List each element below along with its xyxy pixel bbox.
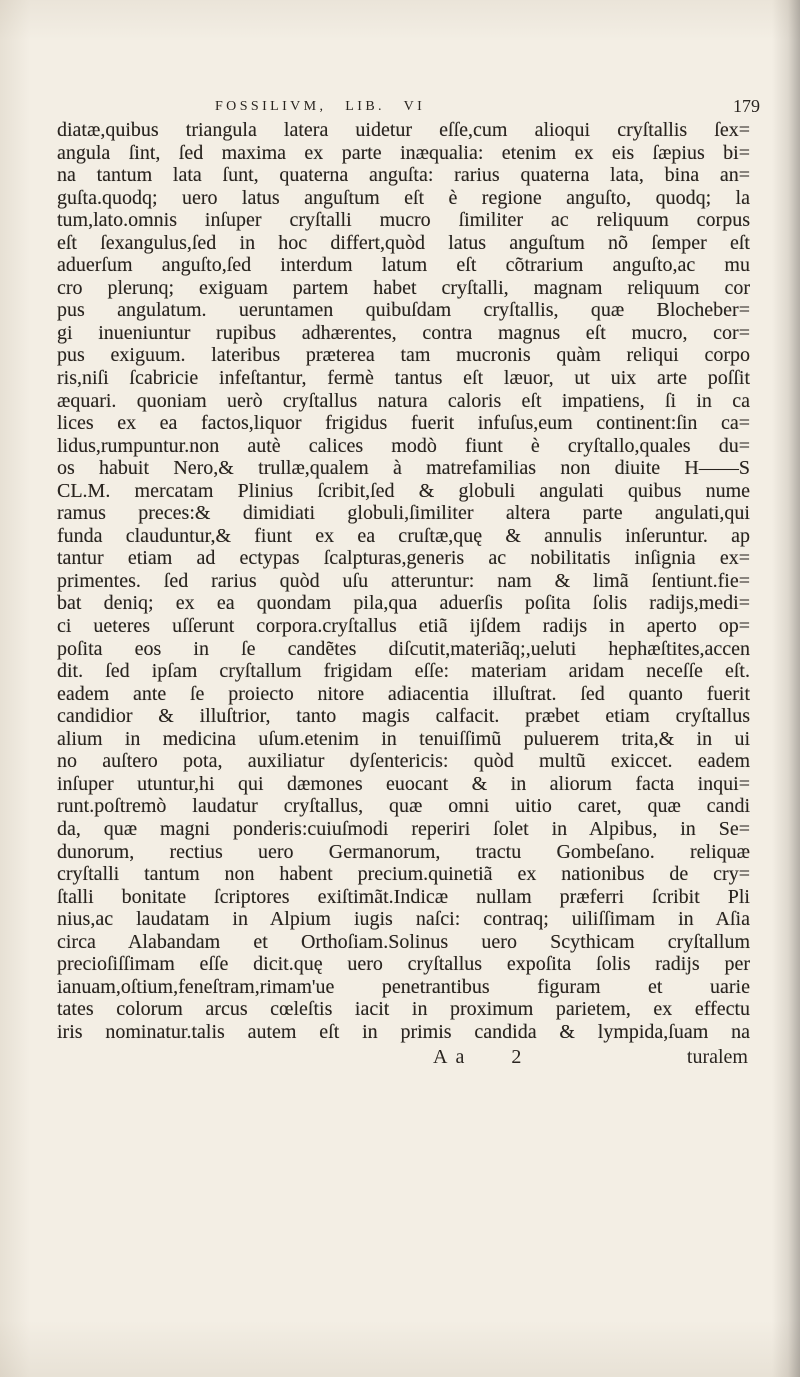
text-line: poſita eos in ſe candẽtes diſcutit,materiãq;,ueluti hephæſtites,accen — [57, 637, 750, 660]
text-line: da, quæ magni ponderis:cuiuſmodi reperiri ſolet in Alpibus, in Se= — [57, 817, 750, 840]
text-line: tates colorum arcus cœleſtis iacit in proximum parietem, ex effectu — [57, 998, 750, 1021]
text-line: aduerſum anguſto,ſed interdum latum eſt cõtrarium anguſto,ac mu — [57, 254, 750, 277]
text-line: ſtalli bonitate ſcriptores exiſtimãt.Indicæ nullam præferri ſcribit Pli — [57, 885, 750, 908]
text-line: dit. ſed ipſam cryſtallum frigidam eſſe: materiam aridam neceſſe eſt. — [57, 660, 750, 683]
text-line: ianuam,oſtium,feneſtram,rimam'ue penetrantibus figuram et uarie — [57, 975, 750, 998]
catchword-line — [0, 1045, 800, 1069]
text-line: pus exiguum. lateribus præterea tam mucronis quàm reliqui corpo — [57, 344, 750, 367]
text-line: dunorum, rectius uero Germanorum, tractu Gombeſano. reliquæ — [57, 840, 750, 863]
text-line: alium in medicina uſum.etenim in tenuiſſimũ puluerem trita,& in ui — [57, 727, 750, 750]
text-line: cryſtalli tantum non habent precium.quinetiã ex nationibus de cry= — [57, 863, 750, 886]
text-line: runt.poſtremò laudatur cryſtallus, quæ omni uitio caret, quæ candi — [57, 795, 750, 818]
text-line: ramus preces:& dimidiati globuli,ſimiliter altera parte angulati,qui — [57, 502, 750, 525]
text-line: no auſtero pota, auxiliatur dyſentericis: quòd multũ exiccet. eadem — [57, 750, 750, 773]
text-line: ci ueteres uſſerunt corpora.cryſtallus etiã ijſdem radijs in aperto op= — [57, 615, 750, 638]
signature-mark: Aa 2 — [433, 1046, 530, 1068]
running-head-title: FOSSILIVM, LIB. VI — [215, 99, 426, 114]
text-line: gi inueniuntur rupibus adhærentes, contra magnus eſt mucro, cor= — [57, 321, 750, 344]
text-line: lices ex ea factos,liquor frigidus fuerit infuſus,eum continent:ſin ca= — [57, 412, 750, 435]
text-line: æquari. quoniam uerò cryſtallus natura caloris eſt impatiens, ſi in ca — [57, 389, 750, 412]
text-block — [57, 119, 750, 1043]
text-line: inſuper utuntur,hi qui dæmones euocant & in aliorum facta inqui= — [57, 772, 750, 795]
text-line: angula ſint, ſed maxima ex parte inæqualia: etenim ex eis ſæpius bi= — [57, 141, 750, 164]
page-number: 179 — [733, 96, 760, 116]
text-line: ris,niſi ſcabricie infeſtantur, fermè tantus eſt læuor, ut uix arte poſſit — [57, 367, 750, 390]
text-line: bat deniq; ex ea quondam pila,qua aduerſis poſita ſolis radijs,medi= — [57, 592, 750, 615]
catchword: turalem — [686, 1046, 748, 1068]
text-line: eſt ſexangulus,ſed in hoc differt,quòd latus anguſtum nõ ſemper eſt — [57, 231, 750, 254]
text-line: cro plerunq; exiguam partem habet cryſtalli, magnam reliquum cor — [57, 276, 750, 299]
text-line: circa Alabandam et Orthoſiam.Solinus uero Scythicam cryſtallum — [57, 930, 750, 953]
text-line: pus angulatum. ueruntamen quibuſdam cryſtallis, quæ Blocheber= — [57, 299, 750, 322]
text-line: guſta.quodq; uero latus anguſtum eſt è regione anguſto, quodq; la — [57, 186, 750, 209]
text-line: funda clauduntur,& fiunt ex ea cruſtæ,quę & annulis inſeruntur. ap — [57, 524, 750, 547]
text-line: CL.M. mercatam Plinius ſcribit,ſed & globuli angulati quibus nume — [57, 479, 750, 502]
text-line: iris nominatur.talis autem eſt in primis candida & lympida,ſuam na — [57, 1020, 750, 1043]
text-line: precioſiſſimam eſſe dicit.quę uero cryſtallus expoſita ſolis radijs per — [57, 953, 750, 976]
text-line: diatæ,quibus triangula latera uidetur eſſe,cum alioqui cryſtallis ſex= — [57, 119, 750, 141]
text-line: na tantum lata ſunt, quaterna anguſta: rarius quaterna lata, bina an= — [57, 164, 750, 187]
text-line: tantur etiam ad ectypas ſcalpturas,generis ac nobilitatis inſignia ex= — [57, 547, 750, 570]
text-line: primentes. ſed rarius quòd uſu atteruntur: nam & limã ſentiunt.fie= — [57, 569, 750, 592]
text-line: os habuit Nero,& trullæ,qualem à matrefamilias non diuite H——S — [57, 457, 750, 480]
text-line: eadem ante ſe proiecto nitore adiacentia illuſtrat. ſed quanto fuerit — [57, 682, 750, 705]
text-line: lidus,rumpuntur.non autè calices modò fiunt è cryſtallo,quales du= — [57, 434, 750, 457]
text-line: candidior & illuſtrior, tanto magis calfacit. præbet etiam cryſtallus — [57, 705, 750, 728]
text-line: nius,ac laudatam in Alpium iugis naſci: contraq; uiliſſimam in Aſia — [57, 908, 750, 931]
text-line: tum,lato.omnis inſuper cryſtalli mucro ſimiliter ac reliquum corpus — [57, 209, 750, 232]
